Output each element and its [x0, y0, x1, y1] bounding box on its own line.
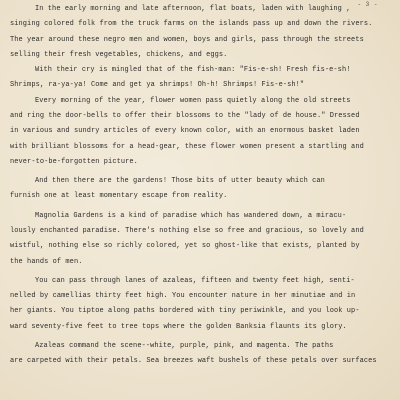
text-line: lously enchanted paradise. There's nothing else so free and gracious, so lovely and	[10, 226, 364, 235]
text-line: and ring the door-bells to offer their blossoms to the "lady of de house." Dressed	[10, 112, 360, 121]
text-line: nelled by camellias thirty feet high. You encounter nature in her minutiae and in	[10, 292, 356, 301]
text-line: And then there are the gardens! Those bits of utter beauty which can	[35, 177, 325, 186]
text-line: singing colored folk from the truck farms on the islands pass up and down the rivers.	[10, 20, 373, 29]
text-line: The year around these negro men and women, boys and girls, pass through the streets	[10, 35, 364, 44]
text-line: selling their fresh vegetables, chickens, and eggs.	[10, 50, 228, 59]
text-line: You can pass through lanes of azaleas, fifteen and twenty feet high, senti-	[35, 276, 355, 285]
text-line: With their cry is mingled that of the fish-man: "Fis-e-sh! Fresh fis-e-sh!	[35, 66, 351, 75]
document-body	[10, 2, 390, 369]
text-line: Azaleas command the scene--white, purple, pink, and magenta. The paths	[35, 341, 334, 350]
text-line: in various and sundry articles of every known color, with an enormous basket laden	[10, 127, 360, 136]
text-line: Every morning of the year, flower women pass quietly along the old streets	[35, 96, 351, 105]
text-line: Shrimps, ra-ya-ya! Come and get ya shrimps! Oh-h! Shrimps! Fis-e-sh!"	[10, 81, 305, 90]
text-line: her giants. You tiptoe along paths bordered with tiny periwinkle, and you look up-	[10, 307, 360, 316]
text-line: are carpeted with their petals. Sea breezes waft bushels of these petals over surfaces	[10, 357, 377, 366]
text-line: never-to-be-forgotten picture.	[10, 157, 138, 166]
text-line: wistful, nothing else so richly colored, yet so ghost-like that exists, planted by	[10, 242, 360, 251]
text-line: Magnolia Gardens is a kind of paradise which has wandered down, a miracu-	[35, 211, 347, 220]
text-line: ward seventy-five feet to tree tops where the golden Banksia flaunts its glory.	[10, 322, 347, 331]
text-line: furnish one at least momentary escape from reality.	[10, 192, 228, 201]
text-line: with brilliant blossoms for a head-gear, these flower women present a startling and	[10, 142, 364, 151]
page-number: - 3 -	[357, 1, 378, 8]
text-line: the hands of men.	[10, 257, 83, 266]
text-line: In the early morning and late afternoon, flat boats, laden with laughing ,	[35, 5, 351, 13]
